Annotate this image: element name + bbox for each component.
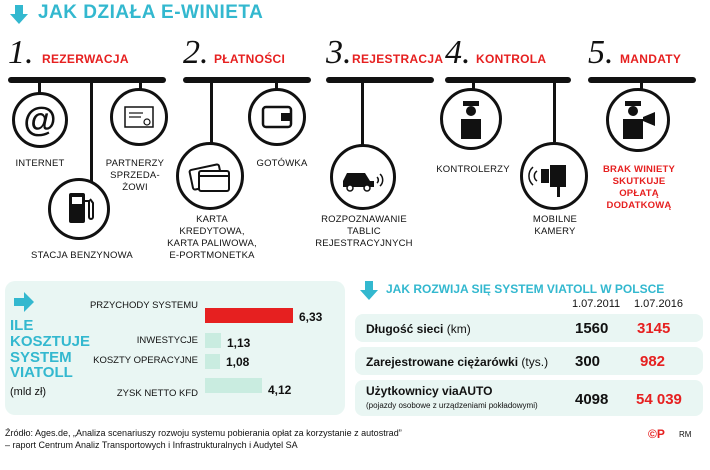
fuel-pump-icon <box>48 178 110 240</box>
development-title: JAK ROZWIJA SIĘ SYSTEM VIATOLL W POLSCE <box>386 282 665 296</box>
row-label-network: Długość sieci (km) <box>366 322 471 336</box>
cost-value-profit: 4,12 <box>268 383 292 397</box>
connector <box>210 80 213 144</box>
cost-value-investment: 1,13 <box>227 336 251 350</box>
cost-label-profit: ZYSK NETTO KFD <box>116 388 198 399</box>
station-label: STACJA BENZYNOWA <box>31 250 133 261</box>
step-1-label: REZERWACJA <box>42 52 129 66</box>
row-sub-users: (pojazdy osobowe z urządzeniami pokładowymi) <box>366 401 538 410</box>
certificate-icon <box>110 88 168 146</box>
wallet-icon <box>248 88 306 146</box>
col-header-2016: 1.07.2016 <box>634 298 683 310</box>
connector <box>90 80 93 192</box>
page-title: JAK DZIAŁA E-WINIETA <box>38 2 264 23</box>
row-label-trucks: Zarejestrowane ciężarówki (tys.) <box>366 355 549 369</box>
row-value-network-2016: 3145 <box>637 320 671 337</box>
cash-label: GOTÓWKA <box>256 158 308 169</box>
cost-bar-investment <box>205 333 221 348</box>
cost-label-revenue: PRZYCHODY SYSTEMU <box>89 300 198 311</box>
controllers-label: KONTROLERZY <box>436 164 510 175</box>
costs-unit: (mld zł) <box>10 386 47 398</box>
cost-bar-profit <box>205 378 262 393</box>
row-value-users-2016: 54 039 <box>636 391 682 408</box>
col-header-2011: 1.07.2011 <box>572 298 621 310</box>
row-value-users-2011: 4098 <box>575 391 609 408</box>
step-3-bar <box>326 77 434 83</box>
step-5-label: MANDATY <box>620 52 682 66</box>
cost-value-revenue: 6,33 <box>299 310 323 324</box>
row-label-users: Użytkownicy viaAUTO <box>366 384 493 398</box>
car-icon <box>330 144 396 210</box>
connector <box>361 80 364 146</box>
step-1-number: 1. <box>8 34 34 71</box>
arrow-down-icon <box>8 4 30 26</box>
step-5-number: 5. <box>588 34 614 71</box>
cost-label-investment: INWESTYCJE <box>136 335 198 346</box>
publisher-logo: ©P <box>648 427 665 441</box>
cost-value-operating: 1,08 <box>226 355 250 369</box>
policeman-megaphone-icon <box>606 88 670 152</box>
step-2-bar <box>183 77 311 83</box>
step-1-bar <box>8 77 166 83</box>
cost-bar-revenue <box>205 308 293 323</box>
arrow-down-icon <box>358 280 380 302</box>
costs-title: ILE KOSZTUJE SYSTEM VIATOLL <box>10 317 91 382</box>
step-3-label: REJESTRACJA <box>352 52 444 66</box>
internet-icon: @ <box>12 92 68 148</box>
camera-icon <box>520 142 588 210</box>
internet-label: INTERNET <box>15 158 65 169</box>
cards-label: KARTA KREDYTOWA, KARTA PALIWOWA, E-PORTMONETKA <box>167 214 257 261</box>
row-value-trucks-2011: 300 <box>575 353 601 370</box>
row-value-trucks-2016: 982 <box>640 353 666 370</box>
row-value-network-2011: 1560 <box>575 320 609 337</box>
step-4-label: KONTROLA <box>476 52 547 66</box>
step-4-number: 4. <box>445 34 471 71</box>
partners-label: PARTNERZY SPRZEDA- ŻOWI <box>105 158 165 193</box>
step-3-number: 3. <box>326 34 352 71</box>
policeman-icon <box>440 88 502 150</box>
cost-label-operating: KOSZTY OPERACYJNE <box>93 355 198 366</box>
cameras-label: MOBILNE KAMERY <box>532 214 578 237</box>
step-2-label: PŁATNOŚCI <box>214 52 286 66</box>
plates-label: ROZPOZNAWANIE TABLIC REJESTRACYJNYCH <box>315 214 413 249</box>
author-initials: RM <box>679 430 692 439</box>
arrow-right-icon <box>12 290 36 314</box>
cost-bar-operating <box>205 354 220 369</box>
connector <box>553 80 556 142</box>
step-2-number: 2. <box>183 34 209 71</box>
source-text: Źródło: Ages.de, „Analiza scenariuszy rozwoju systemu pobierania opłat za korzystanie z autostrad” – raport Centrum Analiz Transportowych i Infrastrukturalnych i Audytel SA <box>5 428 402 451</box>
credit-cards-icon <box>176 142 244 210</box>
fine-label: BRAK WINIETY SKUTKUJE OPŁATĄ DODATKOWĄ <box>602 164 676 211</box>
